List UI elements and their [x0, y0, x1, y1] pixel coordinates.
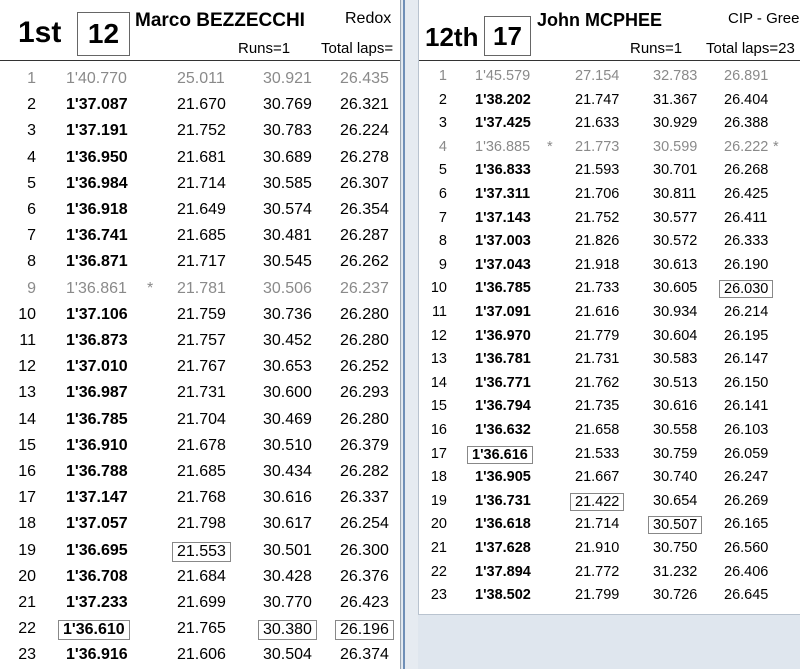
- sector-1-time: 21.781: [177, 279, 226, 297]
- lap-number: 16: [18, 463, 36, 480]
- lap-time: 1'37.106: [66, 305, 128, 323]
- sector-2-time: 30.783: [263, 122, 312, 140]
- lap-number: 10: [18, 305, 36, 323]
- sector-2-time: 30.469: [263, 410, 312, 428]
- lap-row: [0, 433, 400, 459]
- sector-2-time: 30.616: [263, 489, 312, 507]
- lap-number: 21: [430, 540, 447, 556]
- sector-2-time: 31.232: [653, 563, 698, 580]
- left-header: [0, 0, 400, 62]
- sector-3-time: 26.333: [724, 233, 769, 250]
- lap-time: 1'36.731: [475, 492, 531, 509]
- lap-number: 6: [27, 201, 36, 218]
- sector-2-time: 30.689: [263, 148, 312, 166]
- lap-row: [0, 328, 400, 354]
- sector-3-time: 26.103: [724, 422, 769, 438]
- sector-3-time: 26.165: [724, 516, 769, 533]
- left-rider-name: Marco BEZZECCHI: [135, 10, 305, 31]
- best-lap-mark: *: [547, 138, 553, 155]
- lap-number: 20: [18, 567, 36, 585]
- sector-2-time: 30.811: [653, 186, 697, 202]
- sector-1-time: 21.733: [575, 280, 620, 297]
- sector-3-time: 26.376: [340, 567, 389, 585]
- lap-number: 12: [430, 327, 447, 344]
- lap-time: 1'37.043: [475, 256, 531, 273]
- lap-number: 3: [438, 115, 447, 132]
- sector-1-time: 21.670: [177, 96, 226, 114]
- sector-2-time: 30.604: [653, 327, 698, 344]
- lap-row: [419, 255, 800, 279]
- lap-number: 23: [430, 587, 447, 604]
- lap-time: 1'36.905: [475, 469, 531, 486]
- lap-row: [0, 642, 400, 668]
- sector-3-time: 26.560: [724, 540, 769, 556]
- sector-1-time: 21.685: [177, 463, 226, 480]
- lap-time: 1'36.695: [66, 541, 128, 559]
- sector-2-time: 30.599: [653, 138, 698, 155]
- lap-time: 1'37.010: [66, 358, 128, 376]
- sector-1-time: 21.658: [575, 422, 620, 438]
- lap-row: [419, 444, 800, 468]
- sector-2-time: 31.367: [653, 91, 698, 108]
- sector-3-time: 26.891: [724, 68, 769, 84]
- sector-2-time: 30.380: [258, 620, 317, 640]
- sector-2-time: 30.701: [653, 162, 698, 179]
- sector-2-time: 30.605: [653, 280, 698, 297]
- lap-row: [419, 562, 800, 586]
- sector-2-time: 30.653: [263, 358, 312, 376]
- lap-row: [419, 302, 800, 326]
- sector-1-time: 21.553: [172, 542, 231, 562]
- lap-row: [0, 459, 400, 485]
- lap-row: [0, 538, 400, 564]
- lap-time: 1'40.770: [66, 70, 127, 87]
- lap-number: 7: [438, 209, 447, 226]
- sector-3-time: 26.278: [340, 148, 389, 166]
- best-lap-mark: *: [147, 279, 154, 297]
- sector-2-time: 30.504: [263, 646, 312, 664]
- lap-time: 1'36.918: [66, 201, 128, 218]
- lap-time: 1'36.610: [58, 620, 130, 640]
- sector-3-time: 26.287: [340, 227, 389, 245]
- right-header: [419, 0, 800, 62]
- sector-3-time: 26.252: [340, 358, 389, 376]
- lap-time: 1'36.861: [66, 279, 127, 297]
- lap-row: [419, 491, 800, 515]
- lap-row: [0, 197, 400, 223]
- right-header-rule: [419, 60, 800, 61]
- lap-number: 11: [19, 332, 36, 349]
- lap-row: [0, 145, 400, 171]
- lap-number: 15: [430, 398, 447, 415]
- lap-time: 1'37.191: [66, 122, 128, 140]
- lap-row: [419, 349, 800, 373]
- lap-row: [0, 380, 400, 406]
- sector-2-time: 30.740: [653, 469, 698, 486]
- sector-1-time: 21.422: [570, 493, 624, 511]
- lap-number: 14: [18, 410, 36, 428]
- sector-3-time: 26.214: [724, 304, 769, 320]
- lap-time: 1'37.003: [475, 233, 531, 250]
- sector-3-time: 26.411: [724, 209, 768, 226]
- lap-number: 6: [438, 186, 447, 202]
- lap-row: [419, 514, 800, 538]
- lap-number: 15: [18, 436, 36, 454]
- lap-row: [0, 276, 400, 302]
- lap-row: [419, 160, 800, 184]
- lap-time: 1'36.873: [66, 332, 128, 349]
- lap-row: [419, 208, 800, 232]
- sector-1-time: 21.699: [177, 594, 226, 611]
- sector-1-time: 21.731: [575, 351, 620, 368]
- sector-2-time: 30.572: [653, 233, 698, 250]
- lap-row: [419, 113, 800, 137]
- lap-number: 7: [27, 227, 36, 245]
- lap-time: 1'36.616: [467, 446, 533, 464]
- lap-time: 1'45.579: [475, 68, 531, 84]
- sector-3-time: 26.404: [724, 91, 769, 108]
- lap-row: [419, 184, 800, 208]
- sector-1-time: 21.772: [575, 563, 620, 580]
- sector-1-time: 21.910: [575, 540, 620, 556]
- sector-3-time: 26.269: [724, 492, 769, 509]
- lap-row: [0, 564, 400, 590]
- lap-row: [419, 396, 800, 420]
- lap-time: 1'36.833: [475, 162, 531, 179]
- sector-1-time: 21.767: [177, 358, 226, 376]
- lap-row: [0, 118, 400, 144]
- sector-3-time: 26.406: [724, 563, 769, 580]
- sector-2-time: 30.613: [653, 256, 698, 273]
- sector-2-time: 30.506: [263, 279, 312, 297]
- left-position: 1st: [18, 16, 62, 49]
- sector-1-time: 21.704: [177, 410, 226, 428]
- lap-time: 1'37.233: [66, 594, 128, 611]
- lap-time: 1'36.632: [475, 422, 531, 438]
- sector-1-time: 21.685: [177, 227, 226, 245]
- sector-3-time: 26.059: [724, 445, 769, 462]
- lap-time: 1'37.143: [475, 209, 531, 226]
- sector-1-time: 21.706: [575, 186, 620, 202]
- lap-row: [419, 326, 800, 350]
- lap-number: 5: [438, 162, 447, 179]
- lap-time: 1'36.910: [66, 436, 128, 454]
- lap-number: 14: [430, 374, 447, 391]
- lap-time: 1'36.987: [66, 384, 128, 402]
- sector-3-time: 26.354: [340, 201, 389, 218]
- sector-2-time: 30.759: [653, 445, 698, 462]
- right-rider-number: 17: [484, 16, 531, 56]
- sector-3-time: 26.030: [719, 280, 773, 298]
- lap-time: 1'37.147: [66, 489, 128, 507]
- lap-row: [419, 66, 800, 90]
- right-timing-sheet: [418, 0, 800, 615]
- sector-1-time: 21.616: [575, 304, 620, 320]
- lap-row: [419, 373, 800, 397]
- lap-row: [0, 485, 400, 511]
- sector-2-time: 30.921: [263, 70, 312, 87]
- lap-number: 23: [18, 646, 36, 664]
- lap-time: 1'36.708: [66, 567, 128, 585]
- lap-time: 1'36.916: [66, 646, 128, 664]
- lap-time: 1'36.741: [66, 227, 128, 245]
- sector-2-time: 30.616: [653, 398, 698, 415]
- right-rider-name: John MCPHEE: [537, 10, 663, 30]
- lap-number: 19: [18, 541, 36, 559]
- lap-row: [419, 137, 800, 161]
- sector-1-time: 21.798: [177, 515, 226, 533]
- lap-row: [0, 249, 400, 275]
- sector-3-time: 26.300: [340, 541, 389, 559]
- sector-2-time: 30.545: [263, 253, 312, 271]
- right-team-name: CIP - Gree: [728, 10, 800, 27]
- lap-row: [419, 538, 800, 562]
- sector-1-time: 21.752: [177, 122, 226, 140]
- sector-1-time: 21.714: [177, 174, 226, 192]
- sector-3-time: 26.425: [724, 186, 769, 202]
- sector-1-time: 21.747: [575, 91, 620, 108]
- sector-1-time: 21.762: [575, 374, 620, 391]
- sector-3-time: 26.293: [340, 384, 389, 402]
- sector-1-time: 21.765: [177, 620, 226, 638]
- lap-time: 1'37.057: [66, 515, 128, 533]
- lap-row: [419, 278, 800, 302]
- lap-time: 1'36.788: [66, 463, 128, 480]
- lap-number: 8: [27, 253, 36, 271]
- sector-2-time: 30.577: [653, 209, 698, 226]
- lap-number: 17: [430, 445, 447, 462]
- sector-3-time: 26.388: [724, 115, 769, 132]
- lap-number: 9: [27, 279, 36, 297]
- sector-3-time: 26.280: [340, 410, 389, 428]
- lap-time: 1'36.794: [475, 398, 531, 415]
- sector-1-time: 21.593: [575, 162, 620, 179]
- sector-1-time: 21.826: [575, 233, 620, 250]
- sector-2-time: 30.428: [263, 567, 312, 585]
- lap-number: 21: [18, 594, 36, 611]
- lap-row: [0, 407, 400, 433]
- lap-number: 1: [27, 70, 36, 87]
- lap-number: 20: [430, 516, 447, 533]
- sector-1-time: 25.011: [177, 70, 225, 87]
- sector-2-time: 30.434: [263, 463, 312, 480]
- sector-3-time: 26.280: [340, 305, 389, 323]
- right-position: 12th: [425, 22, 479, 52]
- sector-2-time: 30.750: [653, 540, 698, 556]
- lap-row: [419, 467, 800, 491]
- sector-3-mark: *: [773, 138, 779, 155]
- lap-time: 1'36.785: [475, 280, 531, 297]
- lap-row: [0, 223, 400, 249]
- sector-1-time: 21.667: [575, 469, 620, 486]
- lap-time: 1'36.871: [66, 253, 128, 271]
- sector-1-time: 21.773: [575, 138, 620, 155]
- sector-2-time: 32.783: [653, 68, 698, 84]
- sector-2-time: 30.617: [263, 515, 312, 533]
- window-divider: [403, 0, 405, 669]
- sector-1-time: 21.678: [177, 436, 226, 454]
- sector-1-time: 21.799: [575, 587, 620, 604]
- lap-time: 1'37.628: [475, 540, 531, 556]
- sector-1-time: 21.768: [177, 489, 226, 507]
- right-runs: Runs=1: [630, 40, 683, 57]
- lap-row: [419, 585, 800, 609]
- sector-3-time: 26.337: [340, 489, 389, 507]
- sector-2-time: 30.583: [653, 351, 698, 368]
- sector-1-time: 21.533: [575, 445, 620, 462]
- sector-2-time: 30.501: [263, 541, 312, 559]
- sector-1-time: 27.154: [575, 68, 620, 84]
- sector-2-time: 30.726: [653, 587, 698, 604]
- sector-2-time: 30.934: [653, 304, 698, 320]
- sector-2-time: 30.654: [653, 492, 698, 509]
- lap-time: 1'37.425: [475, 115, 531, 132]
- sector-3-time: 26.645: [724, 587, 769, 604]
- sector-2-time: 30.736: [263, 305, 312, 323]
- sector-3-time: 26.224: [340, 122, 389, 140]
- lap-number: 4: [438, 138, 447, 155]
- sector-3-time: 26.379: [340, 436, 389, 454]
- sector-2-time: 30.770: [263, 594, 312, 611]
- sector-2-time: 30.600: [263, 384, 312, 402]
- lap-number: 10: [430, 280, 447, 297]
- sector-3-time: 26.307: [340, 174, 389, 192]
- sector-1-time: 21.759: [177, 305, 226, 323]
- sector-3-time: 26.237: [340, 279, 389, 297]
- sector-3-time: 26.280: [340, 332, 389, 349]
- lap-number: 18: [430, 469, 447, 486]
- lap-row: [419, 231, 800, 255]
- sector-3-time: 26.147: [724, 351, 769, 368]
- sector-3-time: 26.195: [724, 327, 769, 344]
- sector-1-time: 21.757: [177, 332, 226, 349]
- lap-number: 13: [18, 384, 36, 402]
- sector-2-time: 30.585: [263, 174, 312, 192]
- sector-3-time: 26.190: [724, 256, 769, 273]
- left-rider-number: 12: [77, 12, 130, 56]
- sector-3-time: 26.222: [724, 138, 769, 155]
- sector-1-time: 21.714: [575, 516, 620, 533]
- lap-row: [0, 66, 400, 92]
- lap-number: 4: [27, 148, 36, 166]
- sector-3-time: 26.423: [340, 594, 389, 611]
- lap-number: 2: [27, 96, 36, 114]
- sector-1-time: 21.684: [177, 567, 226, 585]
- lap-number: 12: [18, 358, 36, 376]
- lap-row: [0, 302, 400, 328]
- sector-3-time: 26.141: [724, 398, 769, 415]
- lap-time: 1'38.202: [475, 91, 531, 108]
- lap-time: 1'37.894: [475, 563, 531, 580]
- lap-row: [419, 90, 800, 114]
- lap-number: 22: [430, 563, 447, 580]
- lap-row: [419, 420, 800, 444]
- sector-2-time: 30.558: [653, 422, 698, 438]
- left-total-laps: Total laps=: [321, 40, 394, 57]
- sector-2-time: 30.769: [263, 96, 312, 114]
- sector-3-time: 26.374: [340, 646, 389, 664]
- sector-2-time: 30.481: [263, 227, 312, 245]
- lap-time: 1'36.984: [66, 174, 128, 192]
- left-header-rule: [0, 60, 400, 61]
- lap-time: 1'37.091: [475, 304, 531, 320]
- sector-3-time: 26.321: [340, 96, 389, 114]
- sector-1-time: 21.918: [575, 256, 620, 273]
- sector-1-time: 21.681: [177, 148, 226, 166]
- sector-3-time: 26.435: [340, 70, 389, 87]
- sector-2-time: 30.574: [263, 201, 312, 218]
- lap-number: 3: [27, 122, 36, 140]
- lap-number: 9: [438, 256, 447, 273]
- lap-time: 1'38.502: [475, 587, 531, 604]
- lap-time: 1'36.771: [475, 374, 531, 391]
- lap-row: [0, 511, 400, 537]
- sector-3-time: 26.282: [340, 463, 389, 480]
- lap-number: 2: [438, 91, 447, 108]
- lap-number: 19: [430, 492, 447, 509]
- lap-number: 18: [18, 515, 36, 533]
- sector-3-time: 26.247: [724, 469, 769, 486]
- right-total-laps: Total laps=23: [706, 40, 795, 57]
- lap-number: 17: [18, 489, 36, 507]
- sector-1-time: 21.649: [177, 201, 226, 218]
- lap-number: 8: [438, 233, 447, 250]
- lap-time: 1'36.885: [475, 138, 531, 155]
- sector-1-time: 21.731: [177, 384, 226, 402]
- lap-time: 1'36.781: [475, 351, 531, 368]
- left-runs: Runs=1: [238, 40, 291, 57]
- lap-number: 5: [27, 174, 36, 192]
- sector-3-time: 26.268: [724, 162, 769, 179]
- lap-number: 13: [430, 351, 447, 368]
- sector-3-time: 26.196: [335, 620, 394, 640]
- sector-3-time: 26.150: [724, 374, 769, 391]
- sector-1-time: 21.633: [575, 115, 620, 132]
- lap-time: 1'37.311: [475, 186, 531, 202]
- sector-2-time: 30.513: [653, 374, 698, 391]
- left-team-name: Redox: [345, 10, 392, 27]
- lap-time: 1'36.618: [475, 516, 531, 533]
- lap-number: 1: [438, 68, 447, 84]
- sector-2-time: 30.929: [653, 115, 698, 132]
- lap-time: 1'36.785: [66, 410, 128, 428]
- lap-time: 1'37.087: [66, 96, 128, 114]
- lap-row: [0, 590, 400, 616]
- lap-row: [0, 171, 400, 197]
- lap-number: 11: [431, 304, 447, 320]
- lap-row: [0, 92, 400, 118]
- sector-3-time: 26.262: [340, 253, 389, 271]
- lap-number: 16: [430, 422, 447, 438]
- sector-1-time: 21.606: [177, 646, 226, 664]
- sector-2-time: 30.510: [263, 436, 312, 454]
- sector-1-time: 21.717: [177, 253, 226, 271]
- lap-time: 1'36.970: [475, 327, 531, 344]
- sector-1-time: 21.779: [575, 327, 620, 344]
- sector-1-time: 21.752: [575, 209, 620, 226]
- sector-3-time: 26.254: [340, 515, 389, 533]
- sector-2-time: 30.452: [263, 332, 312, 349]
- sector-2-time: 30.507: [648, 516, 702, 534]
- lap-number: 22: [18, 620, 36, 638]
- lap-row: [0, 616, 400, 642]
- lap-time: 1'36.950: [66, 148, 128, 166]
- lap-row: [0, 354, 400, 380]
- sector-1-time: 21.735: [575, 398, 620, 415]
